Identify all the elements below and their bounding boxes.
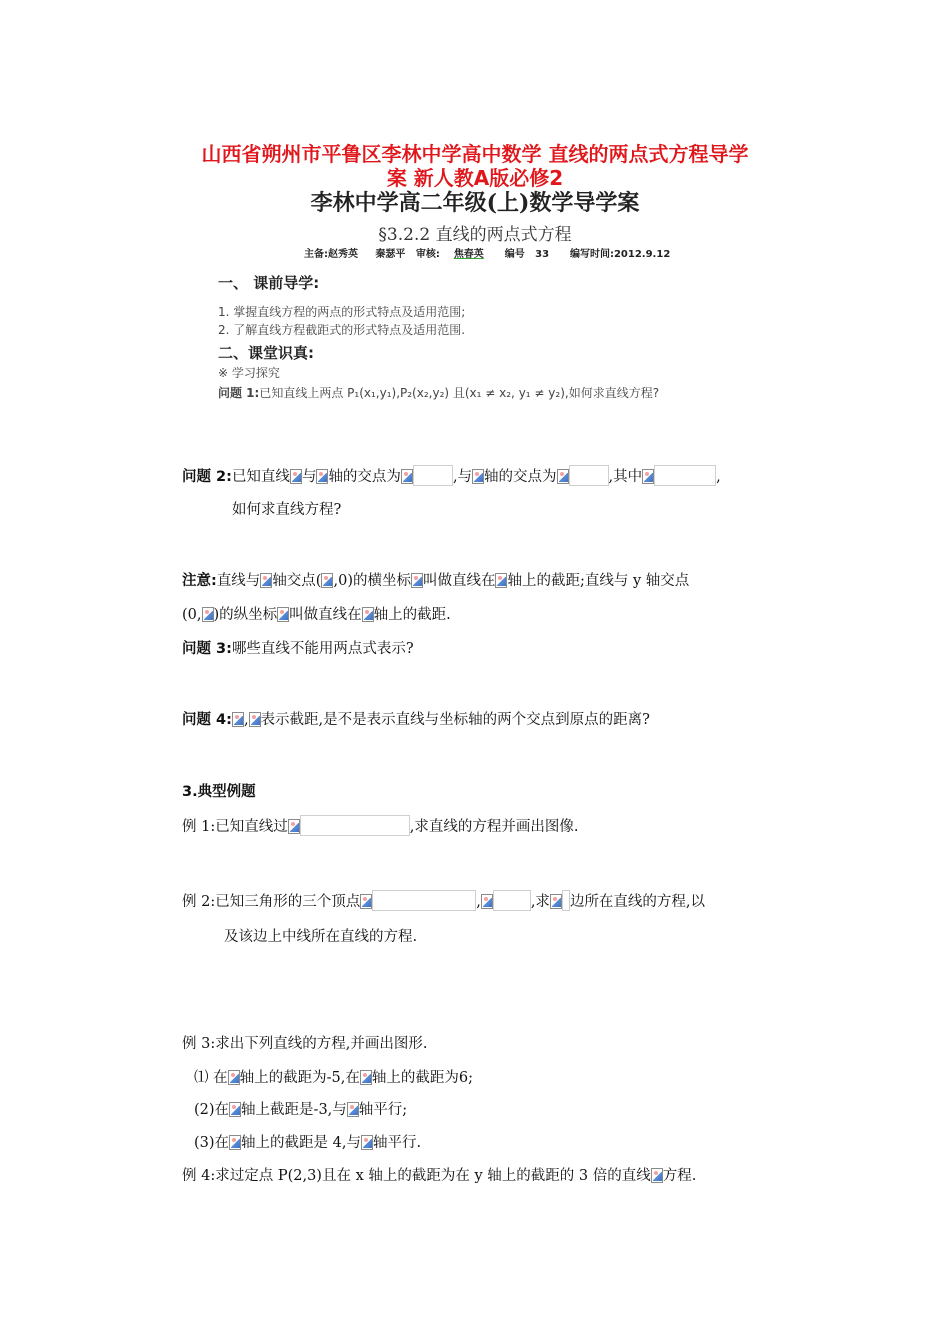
- ex2-d: 边所在直线的方程,以: [569, 894, 706, 910]
- formula-image-icon: [202, 607, 214, 622]
- formula-image-icon: [362, 607, 374, 622]
- formula-image-box: [413, 465, 453, 486]
- ex3-i1a: ⑴ 在: [194, 1070, 228, 1086]
- q2-t6: ,其中: [608, 469, 643, 485]
- formula-image-icon: [316, 469, 328, 484]
- example-2: [182, 890, 705, 911]
- note-t4: 叫做直线在: [422, 573, 496, 589]
- editor-name: 赵秀英: [328, 249, 358, 260]
- formula-image-icon: [360, 1070, 372, 1085]
- ex3-i3b: 轴上的截距是 4,与: [241, 1135, 361, 1151]
- question-1-text: 已知直线上两点 P₁(x₁,y₁),P₂(x₂,y₂) 且(x₁ ≠ x₂, y₁ ≠ y₂),如何求直线方程?: [259, 386, 660, 400]
- formula-image-icon: [651, 1168, 663, 1183]
- example-3-title: 例 3:求出下列直线的方程,并画出图形.: [182, 1036, 428, 1052]
- q2-t1: 已知直线: [231, 469, 290, 485]
- q2-t5: 轴的交点为: [484, 469, 557, 485]
- ex2-c: ,求: [530, 894, 550, 910]
- section-3-heading: 3.典型例题: [182, 784, 256, 800]
- reviewer-label: 审核:: [415, 249, 440, 260]
- ex2-a: 例 2:已知三角形的三个顶点: [182, 894, 361, 910]
- formula-image-icon: [550, 894, 562, 909]
- question-4-label: 问题 4:: [182, 712, 232, 728]
- question-1: [218, 384, 659, 401]
- formula-image-icon: [401, 469, 413, 484]
- note-l2a: (0,: [182, 607, 202, 623]
- ex1-a: 例 1:已知直线过: [182, 819, 288, 835]
- q2-t2: 与: [301, 469, 317, 485]
- doc-title-line1: 山西省朔州市平鲁区李林中学高中数学 直线的两点式方程导学: [201, 142, 749, 166]
- formula-image-icon: [321, 573, 333, 588]
- goal-1: 1. 掌握直线方程的两点的形式特点及适用范围;: [218, 305, 466, 319]
- reviewer-name: 焦春英: [453, 249, 484, 260]
- formula-image-icon: [557, 469, 569, 484]
- ex3-i3a: (3)在: [194, 1135, 230, 1151]
- question-2-label: 问题 2:: [182, 469, 232, 485]
- editor-label: 主备:: [304, 249, 328, 260]
- question-1-label: 问题 1:: [218, 386, 260, 400]
- note-t3: ,0)的横坐标: [333, 573, 411, 589]
- formula-image-box: [569, 465, 609, 486]
- note-l2b: )的纵坐标: [213, 607, 278, 623]
- formula-image-icon: [229, 1135, 241, 1150]
- formula-image-icon: [228, 1070, 240, 1085]
- question-3-label: 问题 3:: [182, 641, 232, 657]
- formula-image-box: [300, 815, 410, 836]
- ex3-i2a: (2)在: [194, 1102, 230, 1118]
- formula-image-box: [562, 890, 570, 911]
- ex3-i1c: 轴上的截距为6;: [371, 1070, 473, 1086]
- goal-2: 2. 了解直线方程截距式的形式特点及适用范围.: [218, 323, 466, 337]
- formula-image-icon: [249, 712, 261, 727]
- question-2: [182, 465, 721, 486]
- formula-image-box: [654, 465, 716, 486]
- example-1: [182, 815, 578, 836]
- example-3-item-1: [194, 1066, 473, 1087]
- section-title: §3.2.2 直线的两点式方程: [378, 225, 572, 245]
- note-t1: 直线与: [216, 573, 261, 589]
- ex3-i1b: 轴上的截距为-5,在: [239, 1070, 360, 1086]
- q4-sep: ,: [243, 712, 249, 728]
- ex3-i3c: 轴平行.: [373, 1135, 422, 1151]
- ex3-i2b: 轴上截距是-3,与: [241, 1102, 347, 1118]
- explore-label: ※ 学习探究: [218, 366, 280, 380]
- ex3-i2c: 轴平行;: [358, 1102, 408, 1118]
- formula-image-icon: [260, 573, 272, 588]
- question-3-text: 哪些直线不能用两点式表示?: [231, 641, 414, 657]
- ex2-b: ,: [476, 894, 481, 910]
- formula-image-icon: [495, 573, 507, 588]
- q2-t7: ,: [716, 469, 721, 485]
- formula-image-icon: [277, 607, 289, 622]
- number-value: 33: [535, 249, 550, 260]
- formula-image-icon: [361, 1135, 373, 1150]
- formula-image-box: [493, 890, 531, 911]
- q2-t3: 轴的交点为: [328, 469, 401, 485]
- section-2-heading: 二、课堂识真:: [218, 344, 314, 362]
- ex4-a: 例 4:求过定点 P(2,3)且在 x 轴上的截距为在 y 轴上的截距的 3 倍的直线: [182, 1168, 651, 1184]
- formula-image-icon: [411, 573, 423, 588]
- formula-image-icon: [229, 1102, 241, 1117]
- note-l2c: 叫做直线在: [289, 607, 362, 623]
- formula-image-icon: [472, 469, 484, 484]
- q2-t4: ,与: [452, 469, 473, 485]
- date-value: 2012.9.12: [613, 249, 671, 260]
- formula-image-icon: [290, 469, 302, 484]
- date-label: 编写时间:: [569, 249, 614, 260]
- note-line2: [182, 603, 451, 624]
- example-2-line2: 及该边上中线所在直线的方程.: [224, 929, 418, 945]
- number-label: 编号: [504, 249, 525, 260]
- formula-image-icon: [360, 894, 372, 909]
- example-4: [182, 1164, 696, 1185]
- formula-image-icon: [232, 712, 244, 727]
- section-1-heading: 一、 课前导学:: [218, 274, 320, 292]
- example-3-item-2: [194, 1098, 407, 1119]
- formula-image-icon: [642, 469, 654, 484]
- note-line1: [182, 569, 689, 590]
- note-l2d: 轴上的截距.: [373, 607, 451, 623]
- note-t5: 轴上的截距;直线与 y 轴交点: [507, 573, 690, 589]
- question-4-text: 表示截距,是不是表示直线与坐标轴的两个交点到原点的距离?: [260, 712, 650, 728]
- note-label: 注意:: [182, 573, 217, 589]
- ex1-b: ,求直线的方程并画出图像.: [409, 819, 579, 835]
- question-3: [182, 637, 414, 658]
- member-name: 秦瑟平: [375, 249, 406, 260]
- question-2-line2: 如何求直线方程?: [232, 502, 342, 518]
- ex4-b: 方程.: [662, 1168, 697, 1184]
- formula-image-icon: [347, 1102, 359, 1117]
- question-4: [182, 708, 650, 729]
- doc-title-line2: 案 新人教A版必修2: [386, 166, 564, 190]
- formula-image-icon: [288, 819, 300, 834]
- school-title: 李林中学高二年级(上)数学导学案: [310, 190, 640, 216]
- formula-image-box: [372, 890, 476, 911]
- example-3-item-3: [194, 1131, 421, 1152]
- note-t2: 轴交点(: [272, 573, 322, 589]
- meta-line: [304, 245, 670, 260]
- formula-image-icon: [481, 894, 493, 909]
